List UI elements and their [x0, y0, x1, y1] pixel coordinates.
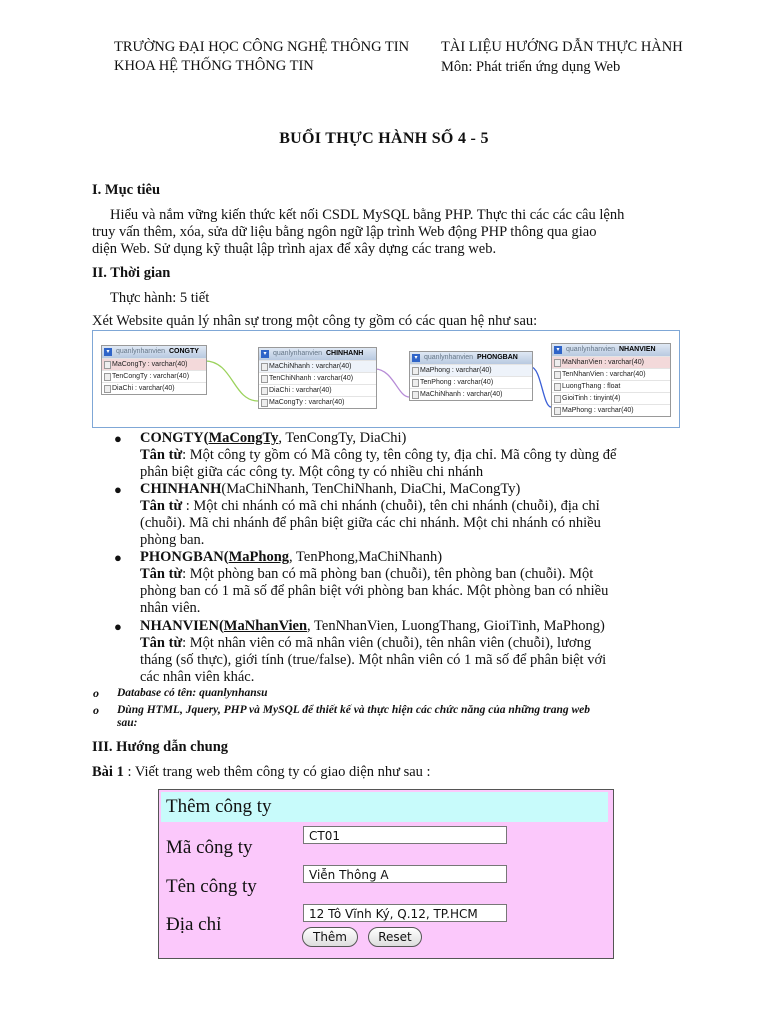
objectives-line: Hiểu và nắm vững kiến thức kết nối CSDL MySQL bằng PHP. Thực thi các các câu lệnh [110, 207, 625, 223]
table-icon: ▾ [554, 346, 562, 354]
desc-line: : Một chi nhánh có mã chi nhánh (chuỗi), tên chi nhánh (chuỗi), địa chỉ [182, 498, 600, 514]
practice-hours: Thực hành: 5 tiết [110, 290, 210, 306]
form-title: Thêm công ty [166, 796, 272, 817]
table-name: CHINHANH [326, 350, 364, 357]
relation-name: CHINHANH [140, 481, 222, 497]
relation-chinhanh [114, 481, 680, 549]
table-field: TenChiNhanh : varchar(40) [269, 375, 354, 382]
table-field: LuongThang : float [562, 383, 621, 390]
label-company-name: Tên công ty [166, 876, 257, 897]
table-field: MaChiNhanh : varchar(40) [269, 363, 352, 370]
reset-button[interactable]: Reset [368, 927, 422, 947]
bullet-icon: ● [114, 482, 122, 497]
er-table-chinhanh [258, 347, 377, 409]
er-table-phongban [409, 351, 533, 401]
note-tech [93, 703, 687, 730]
schema-intro: Xét Website quản lý nhân sự trong một công ty gồm có các quan hệ như sau: [92, 313, 538, 329]
desc-line: phòng ban có 1 mã số để phân biệt với phòng ban khác. Một phòng ban có nhiều [140, 583, 609, 599]
desc-line: (chuỗi). Mã chi nhánh để phân biệt giữa các chi nhánh. Một chi nhánh có nhiều [140, 515, 601, 531]
add-button[interactable]: Thêm [302, 927, 358, 947]
desc-label: Tân từ [140, 635, 183, 651]
relation-attrs: , TenNhanVien, LuongThang, GioiTinh, MaPhong) [307, 618, 605, 634]
circle-bullet-icon: o [93, 686, 99, 700]
table-field: TenPhong : varchar(40) [420, 379, 494, 386]
objectives-paragraph [92, 207, 692, 258]
db-label: quanlynhanvien [273, 350, 323, 357]
desc-label: Tân từ [140, 566, 183, 582]
table-icon: ▾ [412, 354, 420, 362]
table-icon: ▾ [104, 348, 112, 356]
relation-name: CONGTY [140, 430, 204, 446]
add-company-form [158, 789, 614, 959]
desc-label: Tân từ [140, 498, 183, 514]
db-label: quanlynhanvien [116, 348, 166, 355]
desc-line: các nhân viên khác. [140, 669, 255, 685]
label-company-code: Mã công ty [166, 837, 253, 858]
section-heading-guide: III. Hướng dẫn chung [92, 739, 229, 755]
table-field: TenNhanVien : varchar(40) [562, 371, 646, 378]
course-name: Môn: Phát triển ứng dụng Web [441, 59, 621, 75]
table-field: TenCongTy : varchar(40) [112, 373, 190, 380]
relation-name: NHANVIEN [140, 618, 219, 634]
relation-key: MaCongTy [208, 430, 279, 446]
bullet-icon: ● [114, 431, 122, 446]
desc-line: tháng (số thực), giới tính (true/false). Một nhân viên có 1 mã số để phân biệt với [140, 652, 607, 668]
school-name: TRƯỜNG ĐẠI HỌC CÔNG NGHỆ THÔNG TIN [114, 39, 410, 55]
relation-nhanvien: ● NHANVIEN(MaNhanVien, TenNhanVien, LuongThang, GioiTinh, MaPhong) Tân từ: Một nhân viên có mã nhân viên (chuỗi), tên nhân viên (chuỗi), lương tháng (số thực), giới tính (true/false). Một nhân viên có 1 mã số để phân biệt với các nhân viên khác. [140, 618, 680, 686]
relation-key: MaPhong [228, 549, 290, 565]
table-field: DiaChi : varchar(40) [269, 387, 332, 394]
relation-attrs: , TenPhong,MaChiNhanh) [289, 549, 443, 565]
company-name-input[interactable]: Viễn Thông A [303, 865, 507, 883]
desc-line: phân biệt giữa các công ty. Một công ty có nhiều chi nhánh [140, 464, 484, 480]
table-field: MaChiNhanh : varchar(40) [420, 391, 503, 398]
er-table-congty [101, 345, 207, 395]
task-label: Bài 1 [92, 764, 124, 780]
doc-type: TÀI LIỆU HƯỚNG DẪN THỰC HÀNH [441, 39, 683, 55]
label-address: Địa chỉ [166, 914, 222, 935]
desc-line: phòng ban. [140, 532, 205, 548]
table-name: CONGTY [169, 348, 199, 355]
desc-label: Tân từ [140, 447, 183, 463]
desc-line: : Một nhân viên có mã nhân viên (chuỗi), tên nhân viên (chuỗi), lương [182, 635, 592, 651]
desc-line: : Một phòng ban có mã phòng ban (chuỗi), tên phòng ban (chuỗi). Một [182, 566, 594, 582]
er-diagram [92, 330, 680, 428]
table-field: MaPhong : varchar(40) [420, 367, 492, 374]
note-database [93, 686, 268, 700]
table-field: MaPhong : varchar(40) [562, 407, 634, 414]
desc-line: nhân viên. [140, 600, 201, 616]
relation-congty: ● CONGTY(MaCongTy, TenCongTy, DiaChi) Tân từ: Một công ty gồm có Mã công ty, tên công ty, địa chỉ. Mã công ty dùng để phân biệt giữa các công ty. Một công ty có nhiều chi nhánh [140, 430, 680, 481]
table-name: NHANVIEN [619, 346, 656, 353]
objectives-line: truy vấn thêm, xóa, sửa dữ liệu bằng ngôn ngữ lập trình Web động PHP thông qua giao [92, 224, 597, 240]
circle-bullet-icon: o [93, 703, 99, 717]
company-code-input[interactable]: CT01 [303, 826, 507, 844]
table-field: MaNhanVien : varchar(40) [562, 359, 644, 366]
task-1 [92, 764, 431, 781]
relation-attrs: (MaChiNhanh, TenChiNhanh, DiaChi, MaCongTy) [221, 481, 521, 497]
note-text: Database có tên: quanlynhansu [117, 687, 268, 699]
bullet-icon: ● [114, 619, 122, 634]
bullet-icon: ● [114, 550, 122, 565]
desc-line: : Một công ty gồm có Mã công ty, tên công ty, địa chỉ. Mã công ty dùng để [182, 447, 617, 463]
section-heading-objectives: I. Mục tiêu [92, 182, 161, 198]
table-icon: ▾ [261, 350, 269, 358]
task-text: : Viết trang web thêm công ty có giao diện như sau : [123, 764, 431, 780]
page-title: BUỔI THỰC HÀNH SỐ 4 - 5 [279, 130, 489, 147]
er-table-nhanvien [551, 343, 671, 417]
table-field: MaCongTy : varchar(40) [269, 399, 345, 406]
objectives-line: diện Web. Sử dụng kỹ thuật lập trình ajax để xây dựng các trang web. [92, 241, 497, 257]
table-field: MaCongTy : varchar(40) [112, 361, 188, 368]
relation-attrs: , TenCongTy, DiaChi) [278, 430, 407, 446]
relation-phongban: ● PHONGBAN(MaPhong, TenPhong,MaChiNhanh) Tân từ: Một phòng ban có mã phòng ban (chuỗi), tên phòng ban (chuỗi). Một phòng ban có 1 mã số để phân biệt với phòng ban khác. Một phòng ban có nhiều nhân viên. [140, 549, 680, 617]
table-name: PHONGBAN [477, 354, 518, 361]
table-field: DiaChi : varchar(40) [112, 385, 175, 392]
note-text: Dùng HTML, Jquery, PHP và MySQL để thiết kế và thực hiện các chức năng của những trang web [117, 704, 591, 716]
faculty-name: KHOA HỆ THỐNG THÔNG TIN [114, 58, 314, 74]
note-text: sau: [117, 717, 138, 729]
address-input[interactable]: 12 Tô Vĩnh Ký, Q.12, TP.HCM [303, 904, 507, 922]
form-header [161, 792, 608, 822]
table-field: GioiTinh : tinyint(4) [562, 395, 621, 402]
relation-key: MaNhanVien [223, 618, 308, 634]
db-label: quanlynhanvien [424, 354, 474, 361]
db-label: quanlynhanvien [566, 346, 616, 353]
section-heading-time: II. Thời gian [92, 265, 171, 281]
relation-name: PHONGBAN [140, 549, 224, 565]
